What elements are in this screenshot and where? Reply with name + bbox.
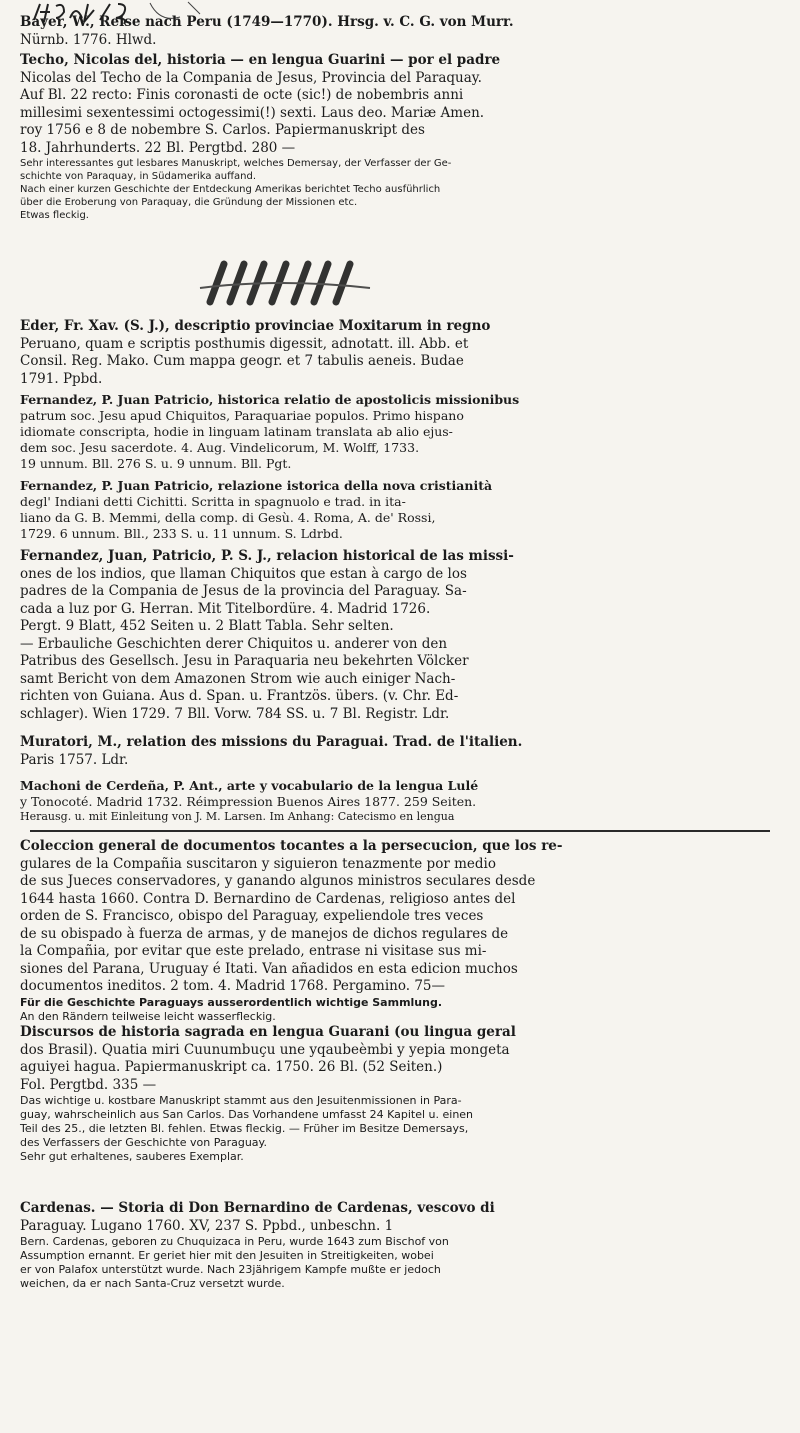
entry-line: millesimi sexentessimi octogessimi(!) sexti. Laus deo. Mariæ Amen. xyxy=(20,104,485,121)
entry-note: des Verfassers der Geschichte von Paraguay. xyxy=(20,1136,267,1149)
entry-line: Nicolas del Techo de la Compania de Jesus, Provincia del Paraquay. xyxy=(20,69,482,86)
entry-note: schichte von Paraquay, in Südamerika auffand. xyxy=(20,171,257,182)
entry-line: richten von Guiana. Aus d. Span. u. Frantzös. übers. (v. Chr. Ed- xyxy=(20,688,459,704)
entry-line: Patribus des Gesellsch. Jesu in Paraquaria neu bekehrten Völcker xyxy=(20,653,469,669)
divider-rule xyxy=(30,830,770,832)
entry-note: weichen, da er nach Santa-Cruz versetzt wurde. xyxy=(20,1277,285,1290)
entry-line: 18. Jahrhunderts. 22 Bl. Pergtbd. 280 — xyxy=(20,139,296,156)
entry-line: padres de la Compania de Jesus de la provincia del Paraguay. Sa- xyxy=(20,583,467,599)
entry-note: Etwas fleckig. xyxy=(20,210,89,221)
entry-line: patrum soc. Jesu apud Chiquitos, Paraquariae populos. Primo hispano xyxy=(20,408,464,423)
entry-line: documentos ineditos. 2 tom. 4. Madrid 1768. Pergamino. 75— xyxy=(20,978,446,994)
entry-note: Teil des 25., die letzten Bl. fehlen. Etwas fleckig. — Früher im Besitze Demersays, xyxy=(20,1122,469,1135)
entry-bayer xyxy=(20,14,780,49)
entry-line: Auf Bl. 22 recto: Finis coronasti de octe (sic!) de nobembris anni xyxy=(20,87,464,103)
entry-line: liano da G. B. Memmi, della comp. di Gesù. 4. Roma, A. de' Rossi, xyxy=(20,510,436,525)
entry-note: Sehr gut erhaltenes, sauberes Exemplar. xyxy=(20,1150,244,1163)
entry-line: Coleccion general de documentos tocantes a la persecucion, que los re- xyxy=(20,838,563,854)
entry-line: Peruano, quam e scriptis posthumis digessit, adnotatt. ill. Abb. et xyxy=(20,335,469,352)
entry-note: Assumption ernannt. Er geriet hier mit den Jesuiten in Streitigkeiten, wobei xyxy=(20,1249,434,1262)
entry-line: Consil. Reg. Mako. Cum mappa geogr. et 7 tabulis aeneis. Budae xyxy=(20,353,464,369)
entry-note: Bern. Cardenas, geboren zu Chuquizaca in Peru, wurde 1643 zum Bischof von xyxy=(20,1235,449,1248)
entry-line: schlager). Wien 1729. 7 Bll. Vorw. 784 SS. u. 7 Bl. Registr. Ldr. xyxy=(20,705,450,722)
entry-line: 1729. 6 unnum. Bll., 233 S. u. 11 unnum. S. Ldrbd. xyxy=(20,526,343,541)
entry-line: Herausg. u. mit Einleitung von J. M. Larsen. Im Anhang: Catecismo en lengua xyxy=(20,810,455,823)
entry-line: cada a luz por G. Herran. Mit Titelbordüre. 4. Madrid 1726. xyxy=(20,600,431,617)
entry-line: Pergt. 9 Blatt, 452 Seiten u. 2 Blatt Tabla. Sehr selten. xyxy=(20,618,394,634)
entry-line: Discursos de historia sagrada en lengua Guarani (ou lingua geral xyxy=(20,1024,516,1040)
entry-muratori xyxy=(20,734,780,769)
entry-line: roy 1756 e 8 de nobembre S. Carlos. Papiermanuskript des xyxy=(20,122,425,138)
entry-coleccion xyxy=(20,838,780,1024)
entry-line: Machoni de Cerdeña, P. Ant., arte y vocabulario de la lengua Lulé xyxy=(20,778,479,793)
entry-machoni xyxy=(20,778,780,824)
entry-line: Eder, Fr. Xav. (S. J.), descriptio provinciae Moxitarum in regno xyxy=(20,318,491,334)
entry-line: Techo, Nicolas del, historia — en lengua Guarini — por el padre xyxy=(20,52,501,68)
entry-line: de su obispado à fuerza de armas, y de manejos de dichos regulares de xyxy=(20,925,509,942)
entry-line: Fernandez, P. Juan Patricio, historica relatio de apostolicis missionibus xyxy=(20,392,520,407)
entry-line: la Compañia, por evitar que este prelado, entrase ni visitase sus mi- xyxy=(20,943,487,959)
entry-line: Paris 1757. Ldr. xyxy=(20,751,129,768)
entry-note: Sehr interessantes gut lesbares Manuskript, welches Demersay, der Verfasser der Ge- xyxy=(20,158,452,169)
entry-eder xyxy=(20,318,780,388)
entry-line: Fernandez, P. Juan Patricio, relazione istorica della nova cristianità xyxy=(20,478,493,493)
entry-line: 1791. Ppbd. xyxy=(20,370,103,387)
entry-line: dos Brasil). Quatia miri Cuunumbuçu une yqaubeèmbi y yepia mongeta xyxy=(20,1041,510,1058)
ink-stamp-smudge xyxy=(190,258,380,308)
entry-line: orden de S. Francisco, obispo del Paraguay, expeliendole tres veces xyxy=(20,908,484,924)
entry-note: Das wichtige u. kostbare Manuskript stammt aus den Jesuitenmissionen in Para- xyxy=(20,1094,462,1107)
entry-fernandez-relatio xyxy=(20,392,780,472)
entry-line: degl' Indiani detti Cichitti. Scritta in spagnuolo e trad. in ita- xyxy=(20,494,406,509)
entry-line: de sus Jueces conservadores, y ganando algunos ministros seculares desde xyxy=(20,873,536,889)
entry-line: siones del Parana, Uruguay é Itati. Van añadidos en esta edicion muchos xyxy=(20,960,518,977)
entry-line: — Erbauliche Geschichten derer Chiquitos u. anderer von den xyxy=(20,635,448,652)
entry-discursos xyxy=(20,1024,780,1164)
entry-line: ones de los indios, que llaman Chiquitos que estan à cargo de los xyxy=(20,565,467,582)
entry-line: idiomate conscripta, hodie in linguam latinam translata ab alio ejus- xyxy=(20,424,453,439)
entry-line: Fernandez, Juan, Patricio, P. S. J., relacion historical de las missi- xyxy=(20,548,514,564)
entry-fernandez-relacion xyxy=(20,548,780,723)
entry-line: Fol. Pergtbd. 335 — xyxy=(20,1076,157,1093)
entry-note: guay, wahrscheinlich aus San Carlos. Das Vorhandene umfasst 24 Kapitel u. einen xyxy=(20,1108,474,1121)
entry-line: 1644 hasta 1660. Contra D. Bernardino de Cardenas, religioso antes del xyxy=(20,890,516,907)
entry-note: über die Eroberung von Paraquay, die Gründung der Missionen etc. xyxy=(20,197,358,208)
entry-line: gulares de la Compañia suscitaron y siguieron tenazmente por medio xyxy=(20,855,496,872)
entry-note: Für die Geschichte Paraguays ausserordentlich wichtige Sammlung. xyxy=(20,995,443,1009)
entry-line: dem soc. Jesu sacerdote. 4. Aug. Vindelicorum, M. Wolff, 1733. xyxy=(20,440,420,455)
entry-techo xyxy=(20,52,780,222)
entry-line: Nürnb. 1776. Hlwd. xyxy=(20,31,157,48)
entry-cardenas xyxy=(20,1200,780,1291)
entry-line: Muratori, M., relation des missions du Paraguai. Trad. de l'italien. xyxy=(20,734,523,750)
entry-line: aguiyei hagua. Papiermanuskript ca. 1750. 26 Bl. (52 Seiten.) xyxy=(20,1059,443,1075)
entry-line: samt Bericht von dem Amazonen Strom wie auch einiger Nach- xyxy=(20,670,456,687)
entry-fernandez-relazione xyxy=(20,478,780,542)
entry-line: y Tonocoté. Madrid 1732. Réimpression Buenos Aires 1877. 259 Seiten. xyxy=(20,794,477,809)
entry-line: Bayer, W., Reise nach Peru (1749—1770). Hrsg. v. C. G. von Murr. xyxy=(20,14,514,30)
entry-line: Cardenas. — Storia di Don Bernardino de Cardenas, vescovo di xyxy=(20,1200,495,1216)
entry-note: Nach einer kurzen Geschichte der Entdeckung Amerikas berichtet Techo ausführlich xyxy=(20,184,441,195)
entry-line: Paraguay. Lugano 1760. XV, 237 S. Ppbd., unbeschn. 1 xyxy=(20,1217,394,1234)
entry-note: An den Rändern teilweise leicht wasserfleckig. xyxy=(20,1009,276,1023)
entry-note: er von Palafox unterstützt wurde. Nach 23jährigem Kampfe mußte er jedoch xyxy=(20,1263,441,1276)
entry-line: 19 unnum. Bll. 276 S. u. 9 unnum. Bll. Pgt. xyxy=(20,456,292,471)
